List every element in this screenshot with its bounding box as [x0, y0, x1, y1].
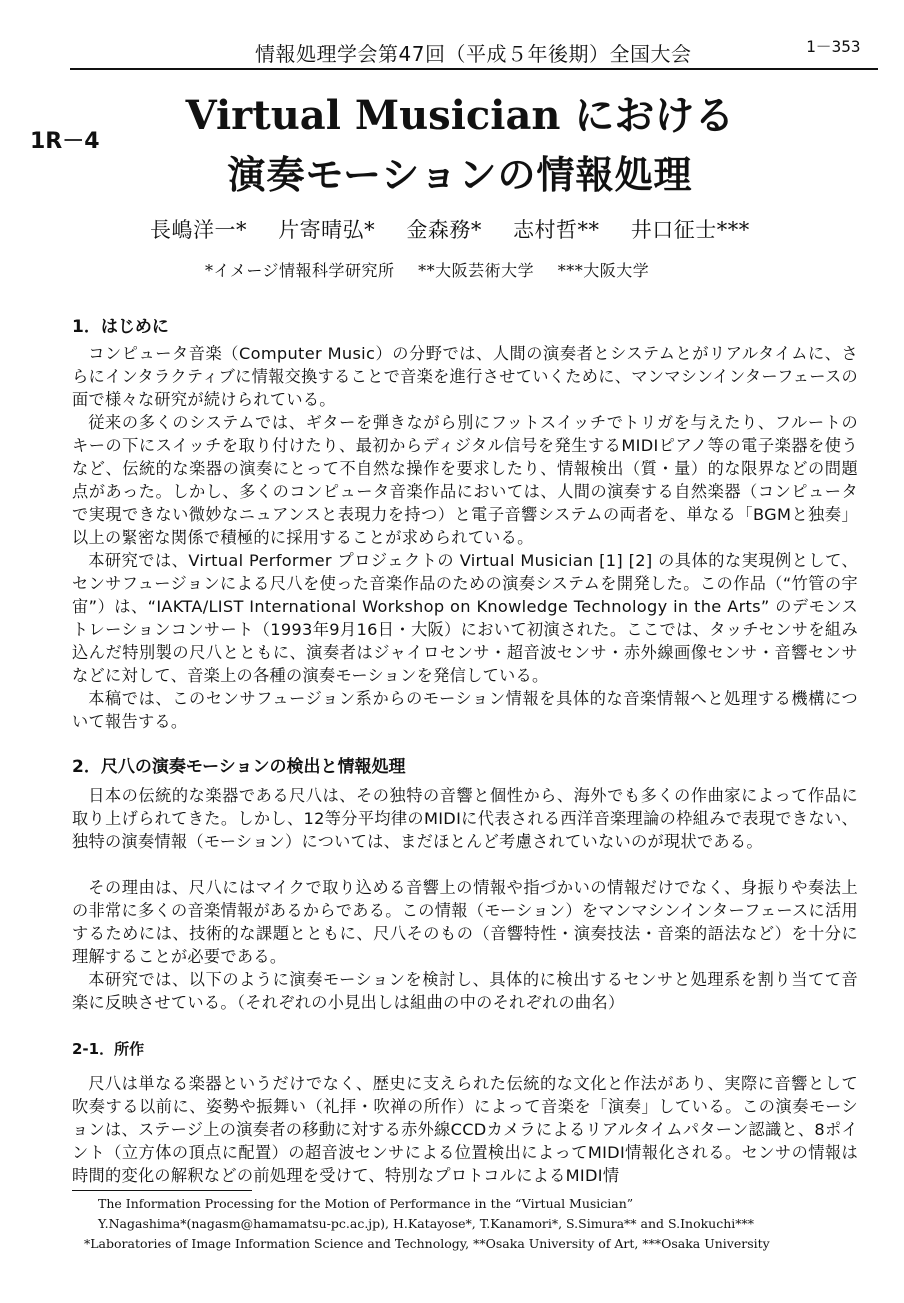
paper-title-english: Virtual Musician における — [185, 92, 735, 139]
footnote-affiliations: *Laboratories of Image Information Science and Technology, **Osaka University of Art, ***Osaka University — [84, 1236, 770, 1251]
footnote-authors: Y.Nagashima*(nagasm@hamamatsu-pc.ac.jp), H.Katayose*, T.Kanamori*, S.Simura** and S.Inokuchi*** — [98, 1216, 755, 1231]
affiliation: ***大阪大学 — [557, 261, 650, 280]
affiliation-list — [205, 258, 765, 281]
author: 井口征士*** — [630, 218, 750, 242]
author-list — [150, 214, 770, 244]
paragraph: 本研究では、Virtual Performer プロジェクトの Virtual Musician [1] [2] の具体的な実現例として、センサフュージョンによる尺八を使った音楽作品のための演奏システムを開発した。この作品（“竹管の宇宙”）は、“IAKTA/LIST International Workshop on Knowledge Technology in the Arts” のデモンストレーションコンサート（1993年9月16日・大阪）において初演された。ここでは、タッチセンサを組み込んだ特別製の尺八とともに、演奏者はジャイロセンサ・超音波センサ・赤外線画像センサ・音響センサなどに対して、音楽上の各種の演奏モーションを発信している。 — [72, 551, 858, 685]
running-header — [0, 32, 904, 76]
conference-title: 情報処理学会第47回（平成５年後期）全国大会 — [255, 42, 692, 66]
section-heading-motion-detection: 2．尺八の演奏モーションの検出と情報処理 — [72, 757, 406, 777]
subsection-heading-shosa: 2-1．所作 — [72, 1040, 145, 1058]
author: 長嶋洋一* — [150, 218, 247, 242]
section-heading-introduction: 1．はじめに — [72, 317, 169, 337]
paragraph: その理由は、尺八にはマイクで取り込める音響上の情報や指づかいの情報だけでなく、身振りや奏法上の非常に多くの音楽情報があるからである。この情報（モーション）をマンマシンインターフェースに活用するためには、技術的な課題とともに、尺八そのもの（音響特性・演奏技法・音楽的語法など）を十分に理解することが必要である。 — [72, 878, 858, 966]
footnote-english-title: The Information Processing for the Motion of Performance in the “Virtual Musician” — [98, 1196, 634, 1211]
paragraph: 日本の伝統的な楽器である尺八は、その独特の音響と個性から、海外でも多くの作曲家によって作品に取り上げられてきた。しかし、12等分平均律のMIDIに代表される西洋音楽理論の枠組みで表現できない、独特の演奏情報（モーション）については、まだほとんど考慮されていないのが現状である。 — [72, 786, 858, 851]
paragraph: 本稿では、このセンサフュージョン系からのモーション情報を具体的な音楽情報へと処理する機構について報告する。 — [72, 689, 858, 731]
paragraph: 本研究では、以下のように演奏モーションを検討し、具体的に検出するセンサと処理系を割り当てて音楽に反映させている。（それぞれの小見出しは組曲の中のそれぞれの曲名） — [72, 970, 858, 1012]
paragraph: 尺八は単なる楽器というだけでなく、歴史に支えられた伝統的な文化と作法があり、実際に音響として吹奏する以前に、姿勢や振舞い（礼拝・吹禅の所作）によって音楽を「演奏」している。この演奏モーションは、ステージ上の演奏者の移動に対する赤外線CCDカメラによるリアルタイムパターン認識と、8ポイント（立方体の頂点に配置）の超音波センサによる位置検出によってMIDI情報化される。センサの情報は時間的変化の解釈などの前処理を受けて、特別なプロトコルによるMIDI情 — [72, 1074, 858, 1185]
author: 片寄晴弘* — [278, 218, 376, 242]
paper-title-japanese: 演奏モーションの情報処理 — [227, 152, 693, 197]
affiliation: *イメージ情報科学研究所 — [205, 261, 395, 280]
header-rule — [70, 68, 878, 70]
author: 金森務* — [406, 218, 482, 242]
paragraph: 従来の多くのシステムでは、ギターを弾きながら別にフットスイッチでトリガを与えたり、フルートのキーの下にスイッチを取り付けたり、最初からディジタル信号を発生するMIDIピアノ等の電子楽器を使うなど、伝統的な楽器の演奏にとって不自然な操作を要求したり、情報検出（質・量）的な限界などの問題点があった。しかし、多くのコンピュータ音楽作品においては、人間の演奏する自然楽器（コンピュータで実現できない微妙なニュアンスと表現力を持つ）と電子音響システムの両者を、単なる「BGMと独奏」以上の緊密な関係で積極的に採用することが求められている。 — [72, 413, 858, 547]
page-number: 1－353 — [806, 37, 861, 56]
paragraph: コンピュータ音楽（Computer Music）の分野では、人間の演奏者とシステムとがリアルタイムに、さらにインタラクティブに情報交換することで音楽を進行させていくために、マンマシンインターフェースの面で様々な研究が続けられている。 — [72, 344, 858, 409]
session-id: 1R－4 — [30, 129, 100, 154]
author: 志村哲** — [513, 218, 600, 242]
footnote-rule — [72, 1190, 252, 1191]
affiliation: **大阪芸術大学 — [418, 261, 535, 280]
